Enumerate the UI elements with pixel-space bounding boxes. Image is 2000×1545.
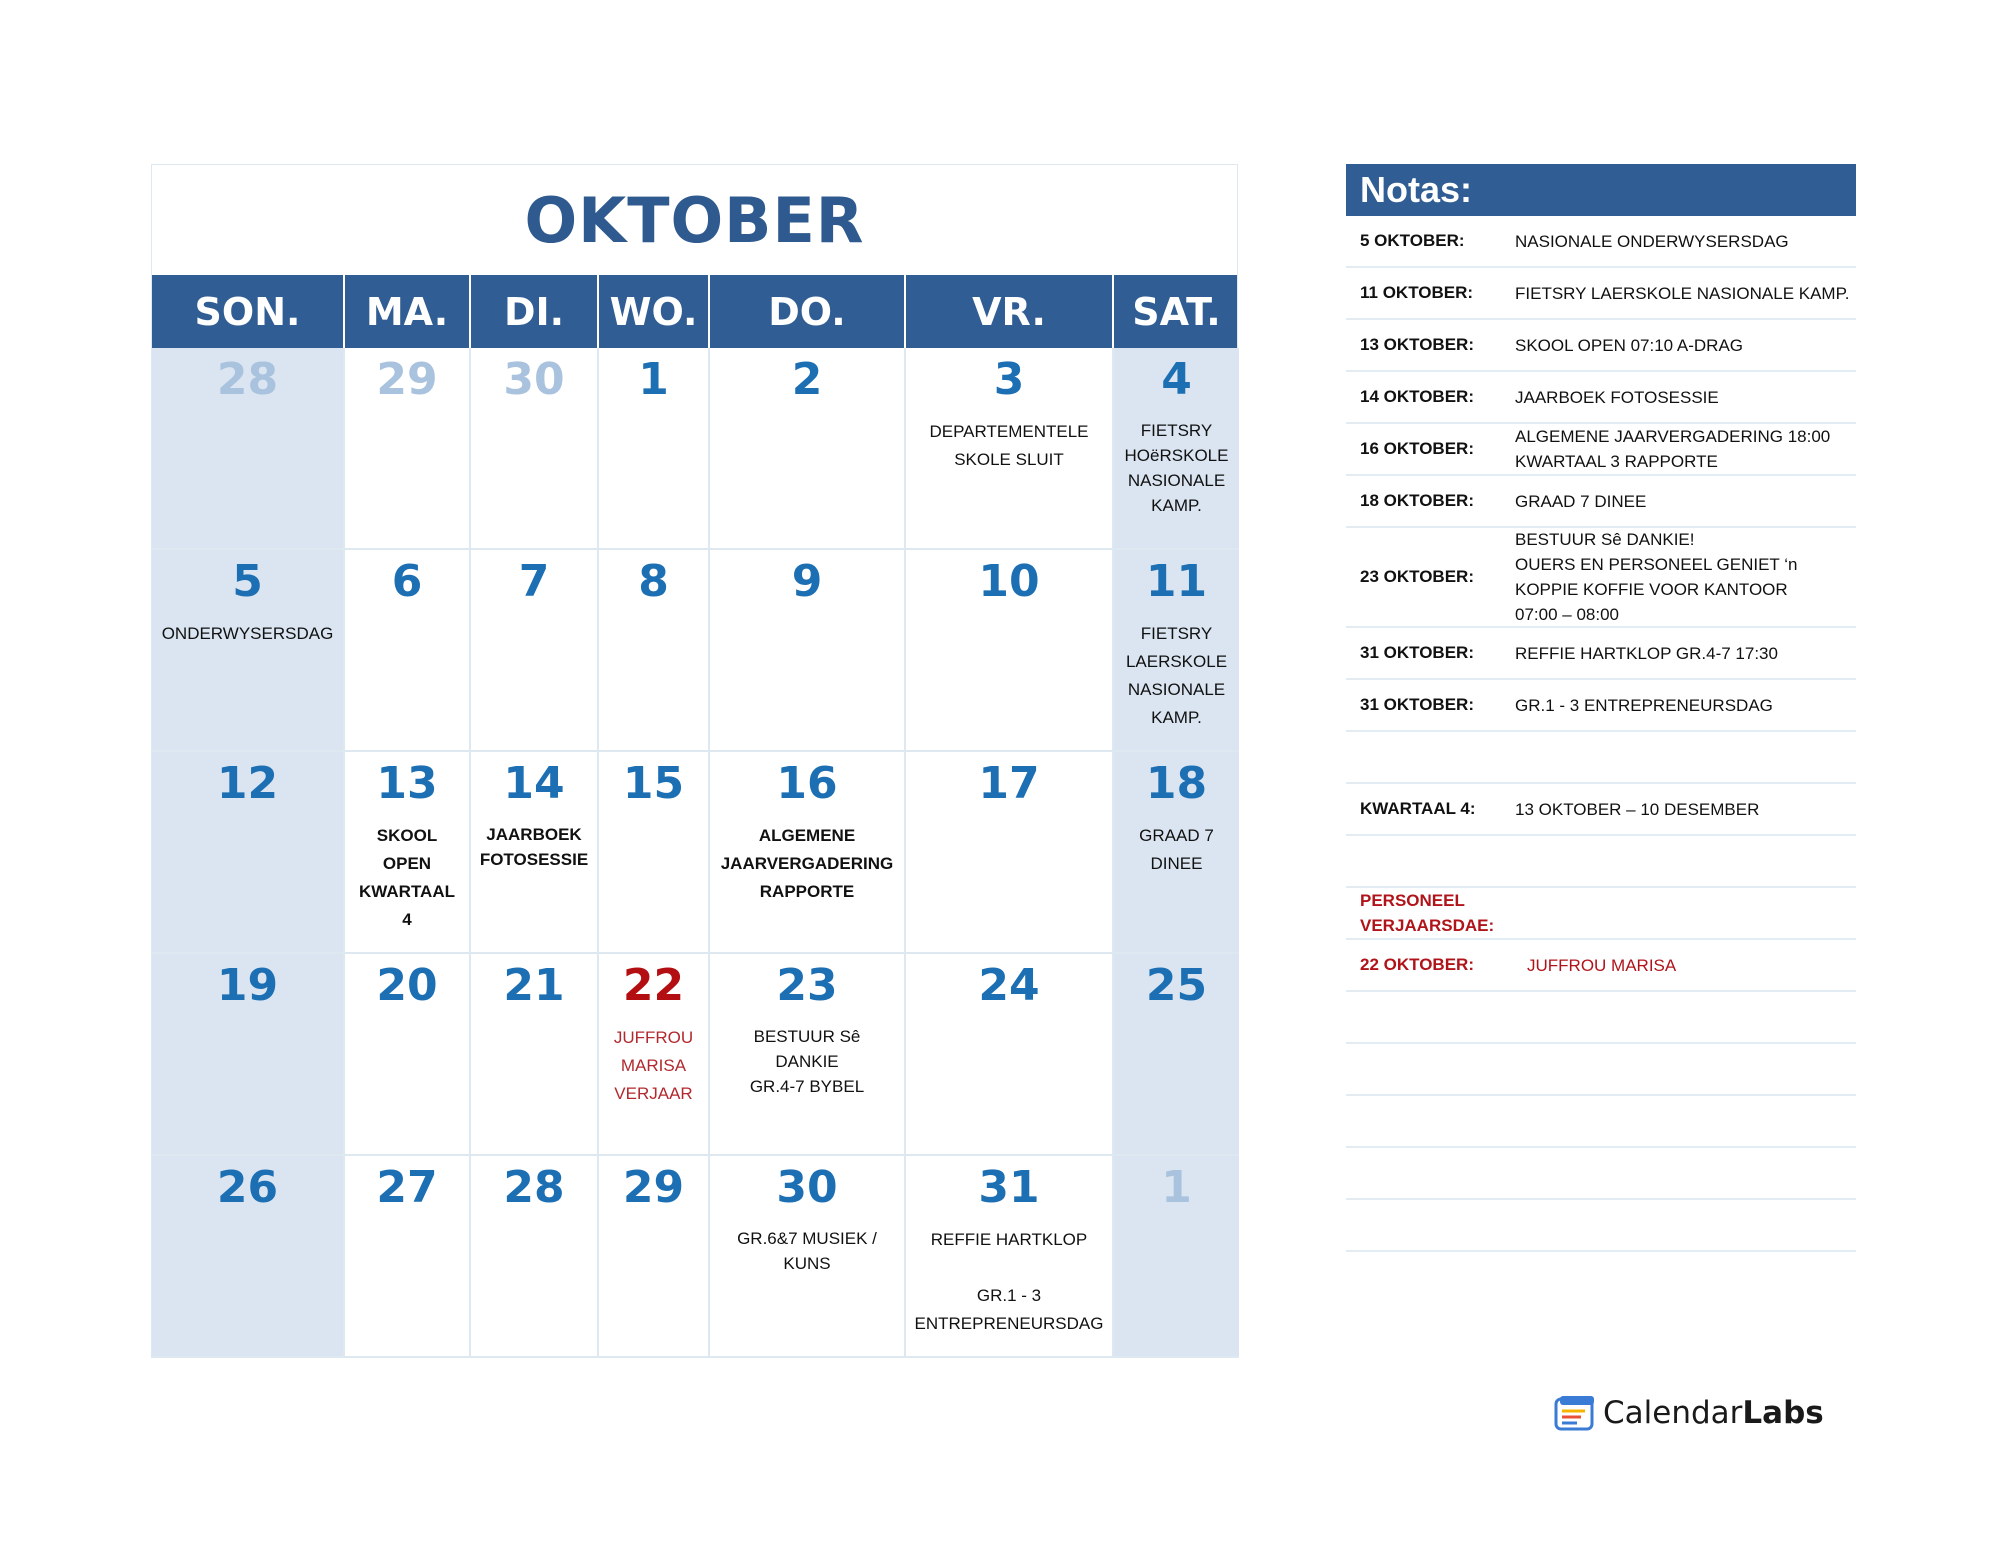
day-cell[interactable]	[710, 550, 906, 752]
day-number: 22	[622, 960, 685, 1011]
day-cell[interactable]	[710, 1156, 906, 1358]
day-number: 28	[503, 1162, 565, 1213]
note-text: NASIONALE ONDERWYSERSDAG	[1515, 231, 1789, 251]
calendarlabs-logo	[1553, 1393, 1824, 1433]
note-row	[1346, 1200, 1856, 1252]
note-text: JAARBOEK FOTOSESSIE	[1515, 387, 1719, 407]
day-event: ONDERWYSERSDAG	[161, 624, 334, 643]
day-cell[interactable]	[710, 954, 906, 1156]
day-cell[interactable]	[906, 348, 1114, 550]
day-cell[interactable]	[710, 348, 906, 550]
weekday-label: WO.	[599, 275, 710, 348]
note-text: GRAAD 7 DINEE	[1515, 491, 1647, 511]
day-number: 24	[978, 960, 1040, 1011]
note-row	[1346, 424, 1856, 476]
note-text: GR.1 - 3 ENTREPRENEURSDAG	[1515, 695, 1773, 715]
month-title: OKTOBER	[524, 183, 865, 257]
day-number: 1	[1161, 1162, 1192, 1213]
day-number: 23	[776, 960, 838, 1011]
day-cell[interactable]	[710, 752, 906, 954]
note-row	[1346, 940, 1856, 992]
day-event: BESTUUR Sê DANKIE GR.4-7 BYBEL	[749, 1027, 865, 1096]
day-cell[interactable]	[1114, 954, 1239, 1156]
day-event: FIETSRY LAERSKOLE NASIONALE KAMP.	[1125, 624, 1228, 727]
day-cell[interactable]	[345, 1156, 471, 1358]
weekday-label: VR.	[906, 275, 1114, 348]
note-row	[1346, 888, 1856, 940]
note-date: 31 OKTOBER:	[1360, 695, 1474, 714]
day-cell[interactable]	[345, 348, 471, 550]
day-number: 10	[978, 556, 1040, 607]
day-event: GRAAD 7 DINEE	[1139, 826, 1214, 873]
note-row	[1346, 372, 1856, 424]
day-number: 26	[216, 1162, 279, 1213]
day-number: 7	[518, 556, 550, 607]
note-date: 31 OKTOBER:	[1360, 643, 1474, 662]
note-date: 13 OKTOBER:	[1360, 335, 1474, 354]
note-row	[1346, 528, 1856, 628]
notes-panel	[1346, 164, 1856, 1252]
day-number: 15	[622, 758, 685, 809]
day-number: 19	[216, 960, 279, 1011]
day-number: 20	[376, 960, 438, 1011]
day-cell[interactable]	[345, 550, 471, 752]
day-number: 18	[1145, 758, 1208, 809]
day-cell[interactable]	[152, 752, 345, 954]
note-row	[1346, 836, 1856, 888]
day-number: 29	[376, 354, 438, 405]
day-cell[interactable]	[471, 954, 599, 1156]
day-cell[interactable]	[1114, 550, 1239, 752]
day-number: 6	[391, 556, 423, 607]
note-date: 22 OKTOBER:	[1360, 955, 1474, 974]
note-text: FIETSRY LAERSKOLE NASIONALE KAMP.	[1515, 283, 1850, 303]
day-number: 2	[791, 354, 823, 405]
day-cell[interactable]	[1114, 348, 1239, 550]
note-row	[1346, 784, 1856, 836]
day-number: 12	[216, 758, 279, 809]
note-text: ALGEMENE JAARVERGADERING 18:00 KWARTAAL 3 RAPPORTE	[1515, 427, 1831, 471]
weekday-label: SON.	[152, 275, 345, 348]
weekday-label: DO.	[710, 275, 906, 348]
note-row	[1346, 1044, 1856, 1096]
notes-title: Notas:	[1346, 164, 1856, 216]
day-event: ALGEMENE JAARVERGADERING RAPPORTE	[720, 826, 894, 901]
day-event: GR.6&7 MUSIEK / KUNS	[737, 1229, 877, 1273]
day-event: SKOOL OPEN KWARTAAL 4	[359, 826, 455, 929]
note-date: 18 OKTOBER:	[1360, 491, 1474, 510]
day-number: 16	[776, 758, 838, 809]
day-number: 21	[503, 960, 565, 1011]
weekday-label: MA.	[345, 275, 471, 348]
day-cell[interactable]	[471, 550, 599, 752]
note-row	[1346, 732, 1856, 784]
day-cell[interactable]	[599, 550, 710, 752]
day-cell[interactable]	[345, 954, 471, 1156]
weekday-label: SAT.	[1132, 289, 1221, 334]
day-number: 11	[1145, 556, 1208, 607]
note-row	[1346, 1148, 1856, 1200]
day-cell[interactable]	[345, 752, 471, 954]
calendar	[151, 164, 1238, 1358]
day-number: 28	[216, 354, 279, 405]
day-number: 30	[503, 354, 565, 405]
day-number: 3	[993, 354, 1025, 405]
note-row	[1346, 1096, 1856, 1148]
weekday-header	[152, 275, 1237, 348]
note-row	[1346, 992, 1856, 1044]
day-cell[interactable]	[152, 1156, 345, 1358]
day-number: 29	[622, 1162, 685, 1213]
day-number: 17	[978, 758, 1040, 809]
note-row	[1346, 476, 1856, 528]
note-text: SKOOL OPEN 07:10 A-DRAG	[1515, 335, 1744, 355]
note-row	[1346, 320, 1856, 372]
day-cell[interactable]	[471, 752, 599, 954]
day-cell[interactable]	[906, 954, 1114, 1156]
day-cell[interactable]	[599, 752, 710, 954]
day-event: JUFFROU MARISA VERJAAR	[613, 1028, 694, 1103]
calendar-grid	[152, 348, 1237, 1358]
note-date: 16 OKTOBER:	[1360, 439, 1474, 458]
day-number: 25	[1145, 960, 1208, 1011]
note-text: JUFFROU MARISA	[1527, 955, 1677, 975]
note-text: 13 OKTOBER – 10 DESEMBER	[1515, 799, 1760, 819]
day-cell[interactable]	[906, 1156, 1114, 1358]
note-text: REFFIE HARTKLOP GR.4-7 17:30	[1515, 643, 1778, 663]
note-date: 5 OKTOBER:	[1360, 231, 1465, 250]
day-number: 9	[791, 556, 823, 607]
day-cell[interactable]	[599, 954, 710, 1156]
notes-list	[1346, 216, 1856, 1252]
day-number: 30	[776, 1162, 838, 1213]
note-row	[1346, 680, 1856, 732]
calendar-icon	[1553, 1393, 1597, 1433]
note-row	[1346, 268, 1856, 320]
day-number: 1	[638, 354, 669, 405]
note-date: PERSONEEL VERJAARSDAE:	[1360, 891, 1495, 935]
day-number: 14	[503, 758, 565, 809]
day-number: 27	[376, 1162, 438, 1213]
day-cell[interactable]	[471, 1156, 599, 1358]
day-event: DEPARTEMENTELE SKOLE SLUIT	[929, 422, 1089, 469]
note-row	[1346, 216, 1856, 268]
note-row	[1346, 628, 1856, 680]
note-text: BESTUUR Sê DANKIE! OUERS EN PERSONEEL GENIET ‘n KOPPIE KOFFIE VOOR KANTOOR 07:00 – 08:00	[1515, 530, 1798, 624]
day-event: FIETSRY HOëRSKOLE NASIONALE KAMP.	[1124, 421, 1229, 515]
day-number: 8	[638, 556, 669, 607]
note-date: KWARTAAL 4:	[1360, 799, 1476, 818]
day-cell[interactable]	[152, 954, 345, 1156]
day-cell[interactable]	[1114, 1156, 1239, 1358]
day-cell[interactable]	[152, 348, 345, 550]
note-date: 14 OKTOBER:	[1360, 387, 1474, 406]
note-date: 11 OKTOBER:	[1360, 283, 1474, 302]
day-number: 31	[978, 1162, 1040, 1213]
day-cell[interactable]	[906, 752, 1114, 954]
day-cell[interactable]	[599, 1156, 710, 1358]
day-event: REFFIE HARTKLOP GR.1 - 3 ENTREPRENEURSDAG	[914, 1230, 1104, 1333]
day-cell[interactable]	[1114, 752, 1239, 954]
day-cell[interactable]	[599, 348, 710, 550]
day-number: 13	[376, 758, 438, 809]
day-cell[interactable]	[152, 550, 345, 752]
day-event: JAARBOEK FOTOSESSIE	[479, 825, 589, 869]
day-cell[interactable]	[471, 348, 599, 550]
day-number: 4	[1161, 354, 1192, 405]
weekday-label: DI.	[471, 275, 599, 348]
day-number: 5	[232, 556, 263, 607]
day-cell[interactable]	[906, 550, 1114, 752]
note-date: 23 OKTOBER:	[1360, 567, 1474, 586]
logo-text: CalendarLabs	[1603, 1395, 1824, 1431]
